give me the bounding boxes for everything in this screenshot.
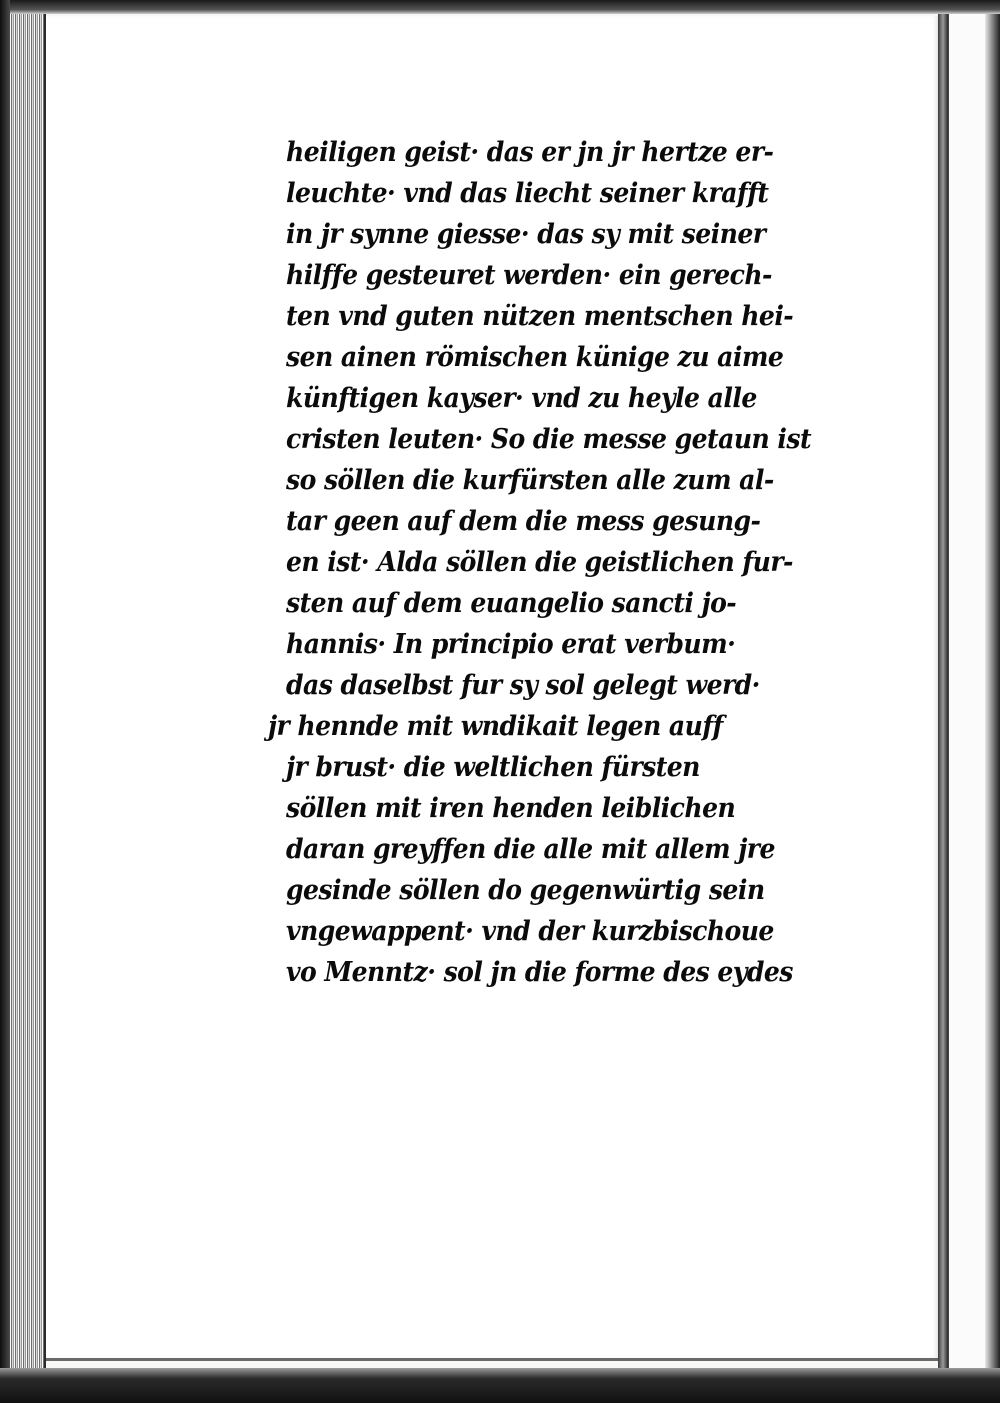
photo-frame-left — [0, 0, 10, 1403]
manuscript-line: daran greyffen die alle mit allem jre — [286, 834, 775, 865]
photo-frame-top — [0, 0, 1000, 14]
manuscript-line: jr hennde mit wndikait legen auff — [268, 711, 723, 742]
manuscript-line: hannis· In principio erat verbum· — [286, 629, 736, 660]
manuscript-line: sen ainen römischen künige zu aime — [286, 342, 784, 373]
manuscript-line: jr brust· die weltlichen fürsten — [286, 752, 700, 783]
manuscript-line: vngewappent· vnd der kurzbischoue — [286, 916, 774, 947]
manuscript-line: sten auf dem euangelio sancti jo- — [286, 588, 737, 619]
manuscript-line: leuchte· vnd das liecht seiner krafft — [286, 178, 769, 209]
manuscript-line: cristen leuten· So die messe getaun ist — [286, 424, 811, 455]
manuscript-line: söllen mit iren henden leiblichen — [286, 793, 736, 824]
book-page-edges — [10, 14, 46, 1368]
manuscript-text-block — [268, 132, 926, 993]
book-gutter — [938, 14, 948, 1368]
manuscript-line: en ist· Alda söllen die geistlichen fur- — [286, 547, 793, 578]
manuscript-line: heiligen geist· das er jn jr hertze er- — [286, 137, 774, 168]
manuscript-line: so söllen die kurfürsten alle zum al- — [286, 465, 774, 496]
manuscript-line: das daselbst fur sy sol gelegt werd· — [286, 670, 760, 701]
photo-frame-bottom — [0, 1368, 1000, 1403]
manuscript-line: vo Menntz· sol jn die forme des eydes — [286, 957, 793, 988]
facing-page-edge — [985, 14, 1000, 1368]
manuscript-line: tar geen auf dem die mess gesung- — [286, 506, 761, 537]
manuscript-line: in jr synne giesse· das sy mit seiner — [286, 219, 766, 250]
manuscript-line: künftigen kayser· vnd zu heyle alle — [286, 383, 757, 414]
manuscript-line: hilffe gesteuret werden· ein gerech- — [286, 260, 772, 291]
manuscript-line: ten vnd guten nützen mentschen hei- — [286, 301, 794, 332]
manuscript-line: gesinde söllen do gegenwürtig sein — [286, 875, 765, 906]
